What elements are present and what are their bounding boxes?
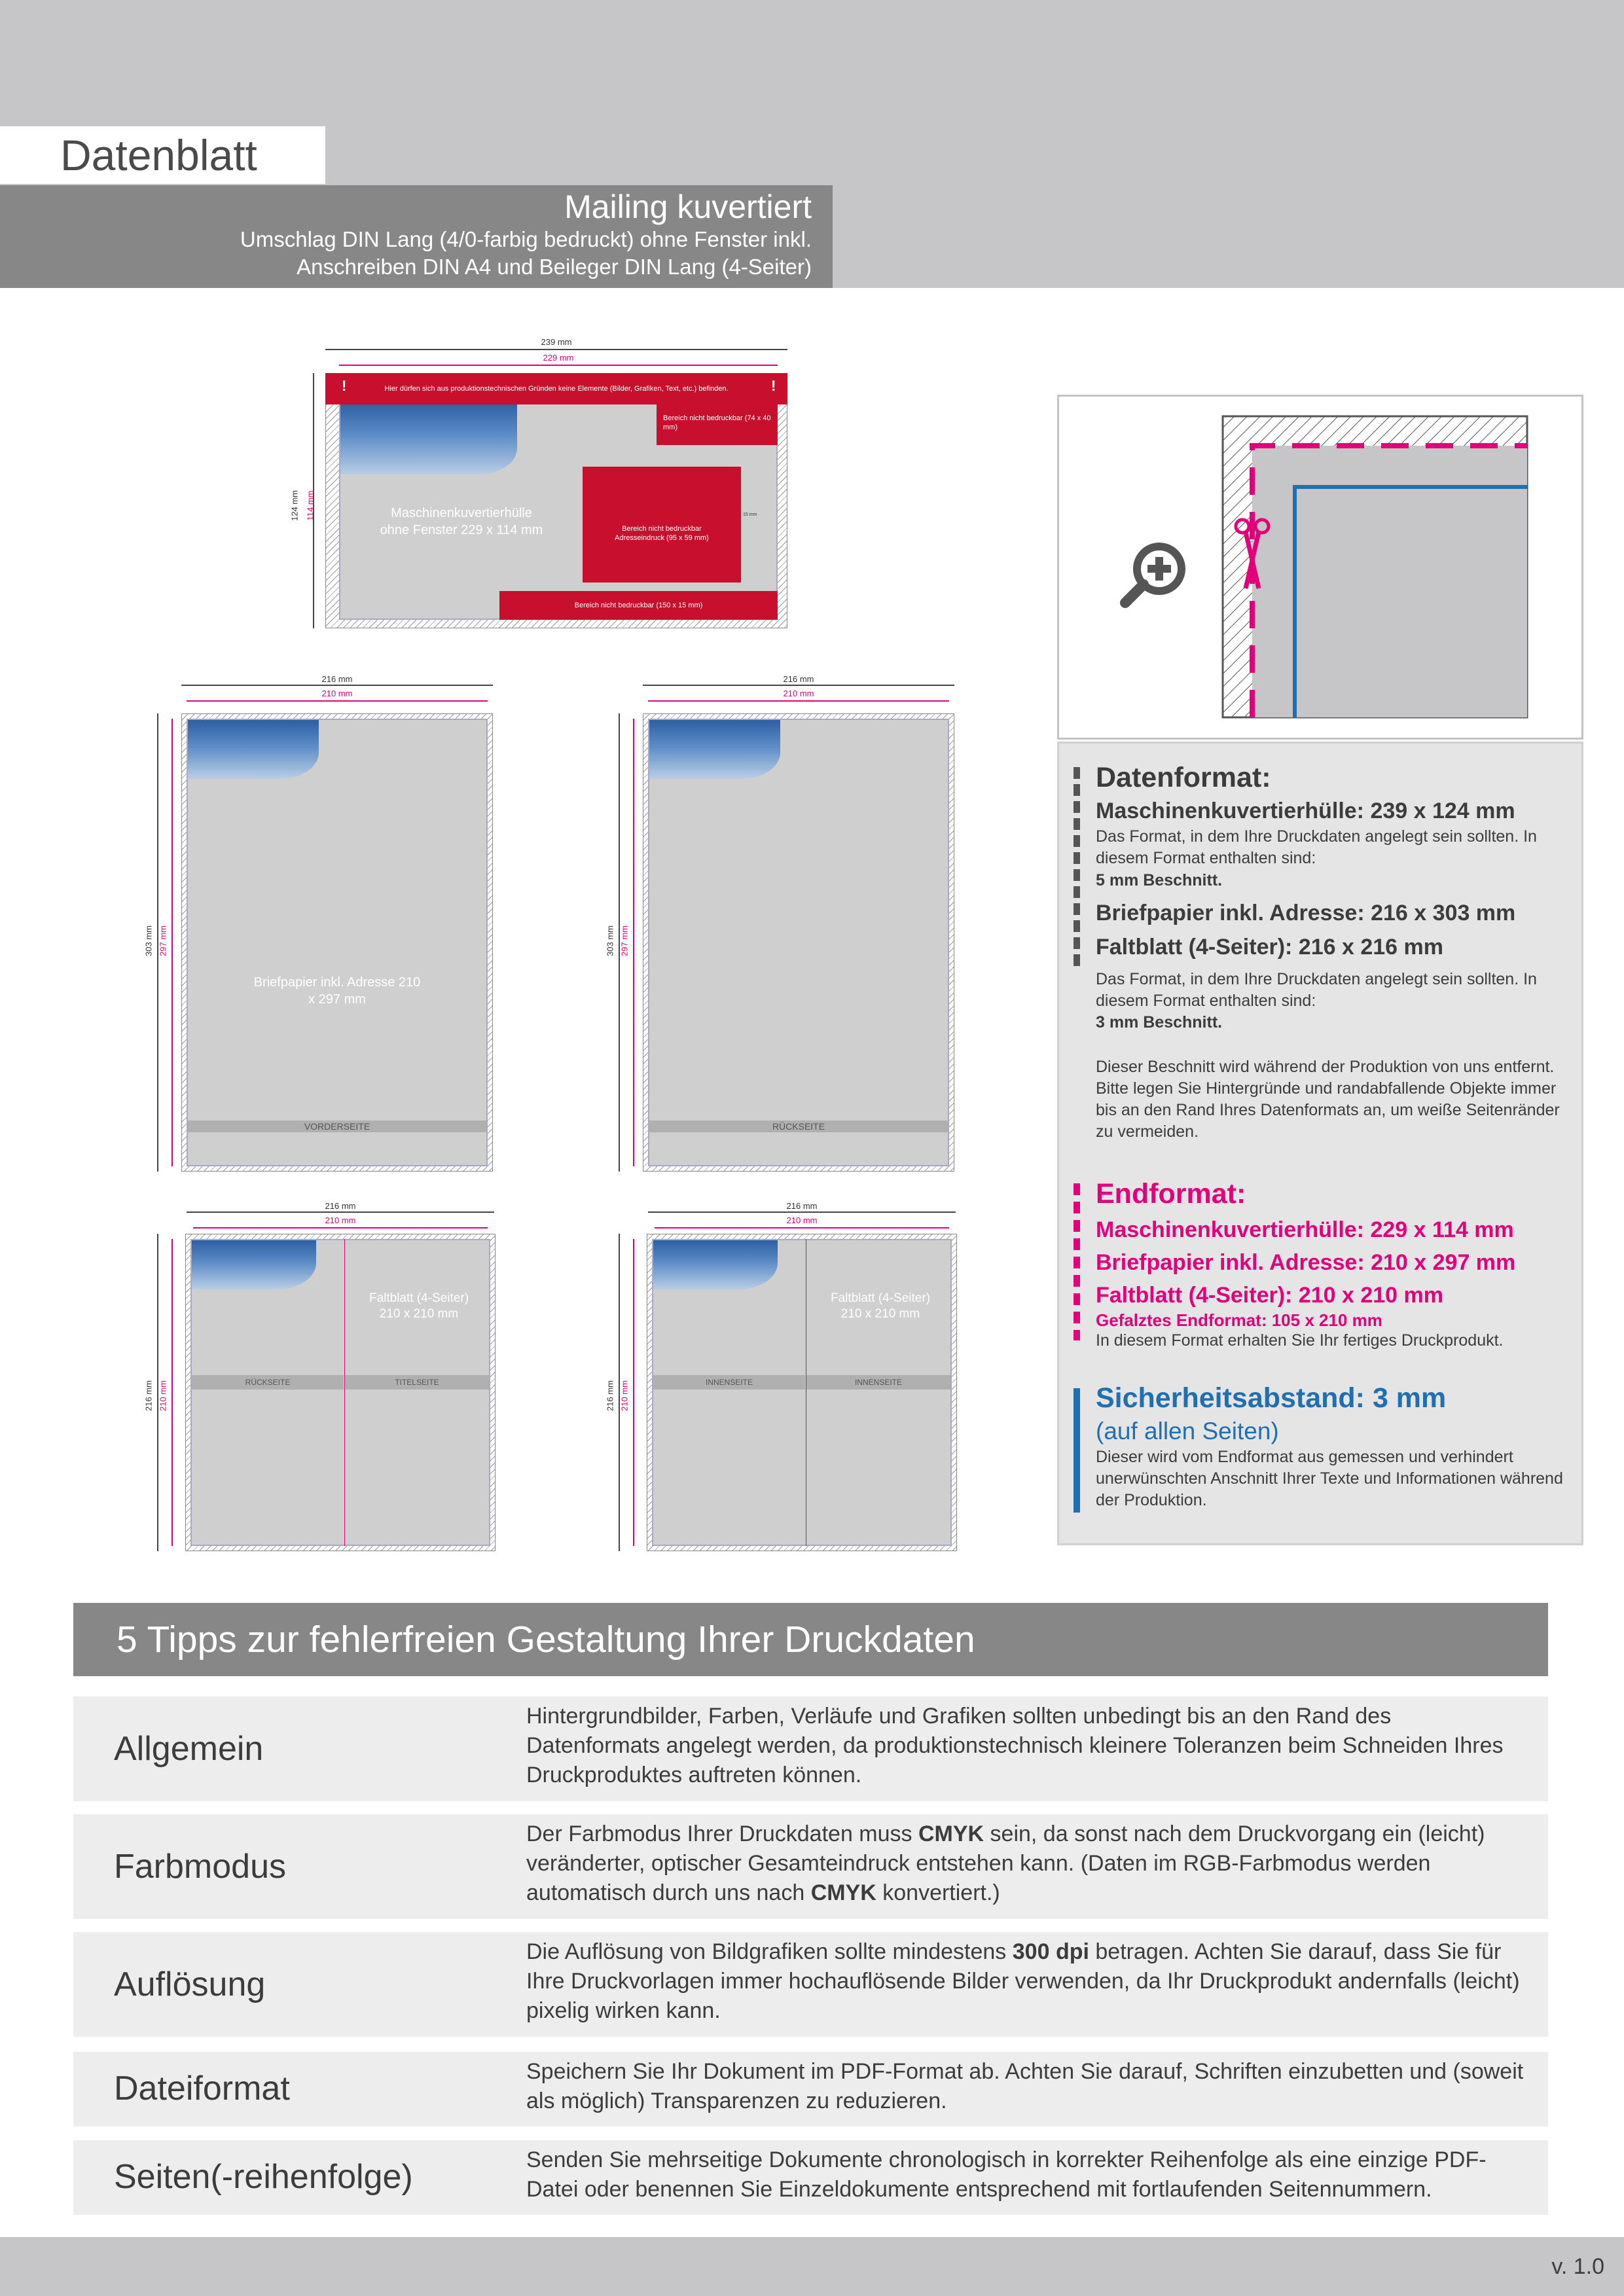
zone-3-label: Bereich nicht bedruckbar (150 x 15 mm)	[574, 601, 703, 609]
datenformat-flyer: Faltblatt (4-Seiter): 216 x 216 mm	[1096, 935, 1443, 960]
tip-label: Seiten(-reihenfolge)	[114, 2158, 413, 2196]
envelope-outer-height: 124 mm	[289, 490, 300, 521]
flyer-outside-outer-width: 216 mm	[325, 1201, 356, 1211]
letter-front-sky-image	[188, 720, 319, 779]
endformat-envelope: Maschinenkuvertierhülle: 229 x 114 mm	[1096, 1217, 1514, 1242]
letter-back-sky-image	[649, 720, 780, 779]
product-heading: Mailing kuvertiert	[564, 188, 812, 225]
flyer-outside-sky-image	[192, 1240, 316, 1289]
letter-front-inner-height: 297 mm	[158, 925, 168, 956]
letter-back-inner-height: 297 mm	[619, 925, 630, 956]
flyer-inside-outer-height: 216 mm	[605, 1380, 615, 1411]
dim-line	[157, 713, 158, 1172]
endformat-marker	[1074, 1183, 1080, 1340]
format-info-box	[1057, 742, 1583, 1545]
dim-line	[633, 719, 634, 1166]
dim-line	[655, 1227, 949, 1229]
envelope-diagram	[288, 337, 831, 638]
zone-1-label: Bereich nicht bedruckbar (74 x 40 mm)	[663, 414, 771, 431]
flyer-outside-stripe-left: RÜCKSEITE	[192, 1375, 344, 1390]
tip-text-bold: CMYK	[810, 1880, 876, 1905]
tip-row	[73, 1932, 1548, 2037]
tip-row	[73, 2140, 1548, 2215]
tip-text-bold: 300 dpi	[1012, 1939, 1089, 1964]
scissors-icon	[1233, 516, 1272, 595]
flyer-outside-diagram	[143, 1201, 520, 1558]
envelope-sky-image	[340, 403, 517, 475]
tip-row	[73, 1696, 1548, 1801]
page-title: Datenblatt	[60, 131, 257, 179]
product-subline-2: Anschreiben DIN A4 und Beileger DIN Lang (4-Seiter)	[297, 255, 812, 279]
envelope-zone-3	[499, 591, 778, 620]
tip-label: Auflösung	[114, 1965, 266, 2003]
dim-line	[648, 700, 949, 702]
subtitle-box	[0, 185, 833, 288]
letter-front-outer-height: 303 mm	[143, 925, 154, 956]
letter-back-diagram	[605, 674, 982, 1172]
datenformat-envelope-bleed: 5 mm Beschnitt.	[1096, 871, 1223, 889]
tip-text-part: Der Farbmodus Ihrer Druckdaten muss	[526, 1821, 918, 1846]
tip-label: Dateiformat	[114, 2070, 290, 2108]
tip-text	[526, 1937, 1528, 2026]
dim-line	[187, 1211, 494, 1213]
flyer-outside-inner-width: 210 mm	[325, 1215, 356, 1225]
dim-line	[313, 373, 314, 628]
envelope-zone-4: 15 mm	[743, 512, 757, 517]
datenformat-letter: Briefpapier inkl. Adresse: 216 x 303 mm	[1096, 901, 1516, 925]
safety-subtitle: (auf allen Seiten)	[1096, 1418, 1279, 1444]
tips-heading: 5 Tipps zur fehlerfreien Gestaltung Ihrer Druckdaten	[73, 1603, 1548, 1676]
zoom-detail-box	[1057, 395, 1583, 740]
tip-label: Allgemein	[114, 1730, 264, 1768]
safety-marker	[1074, 1388, 1080, 1513]
flyer-inside-stripe-right: INNENSEITE	[806, 1375, 950, 1390]
endformat-letter: Briefpapier inkl. Adresse: 210 x 297 mm	[1096, 1250, 1516, 1275]
flyer-inside-inner-width: 210 mm	[786, 1215, 818, 1225]
letter-front-outer-width: 216 mm	[321, 674, 353, 684]
datenformat-flyer-text: Das Format, in dem Ihre Druckdaten angelegt sein sollten. In diesem Format enthalten sind:	[1096, 970, 1537, 1010]
tip-text-part: betragen. Achten Sie darauf, dass Sie für Ihre Druckvorlagen immer hochauflösende Bilder verwenden, da Ihr Druckprodukt andernfalls (leicht) pixelig wirken kann.	[526, 1939, 1520, 2023]
dim-line	[648, 1211, 956, 1213]
fold-line	[344, 1239, 345, 1546]
flyer-outside-inner-height: 210 mm	[158, 1380, 168, 1411]
envelope-outer-width: 239 mm	[541, 337, 572, 347]
product-subline-1: Umschlag DIN Lang (4/0-farbig bedruckt) ohne Fenster inkl.	[240, 227, 812, 251]
envelope-zone-1	[657, 404, 778, 445]
envelope-warning-bar	[325, 373, 787, 404]
dim-line	[619, 1234, 620, 1551]
footer-band	[0, 2237, 1624, 2296]
safety-text: Dieser wird vom Endformat aus gemessen und verhindert unerwünschten Anschnitt Ihrer Texte und Informationen während der Produktion.	[1096, 1448, 1563, 1509]
envelope-inner-width: 229 mm	[543, 353, 574, 363]
dim-line	[643, 685, 954, 686]
envelope-warning-text: Hier dürfen sich aus produktionstechnischen Gründen keine Elemente (Bilder, Grafiken, Text, etc.) befinden.	[384, 385, 729, 393]
datenformat-note: Dieser Beschnitt wird während der Produktion von uns entfernt. Bitte legen Sie Hintergründe und randabfallende Objekte immer bis an den Rand Ihres Datenformats an, um weiße Seitenränder zu vermeiden.	[1096, 1058, 1560, 1141]
endformat-folded: Gefalztes Endformat: 105 x 210 mm	[1096, 1310, 1382, 1330]
endformat-text: In diesem Format erhalten Sie Ihr fertiges Druckprodukt.	[1096, 1331, 1504, 1350]
tip-label: Farbmodus	[114, 1848, 286, 1886]
endformat-flyer: Faltblatt (4-Seiter): 210 x 210 mm	[1096, 1283, 1443, 1308]
tip-text-part: konvertiert.)	[876, 1880, 1000, 1905]
envelope-inner-height: 114 mm	[305, 490, 316, 521]
datenformat-marker	[1074, 767, 1080, 970]
flyer-outside-stripe-right: TITELSEITE	[345, 1375, 489, 1390]
datenformat-envelope-text: Das Format, in dem Ihre Druckdaten angelegt sein sollten. In diesem Format enthalten sind:	[1096, 827, 1537, 867]
tip-text: Senden Sie mehrseitige Dokumente chronologisch in korrekter Reihenfolge als eine einzige PDF-Datei oder benennen Sie Einzeldokumente entsprechend mit fortlaufenden Seitennummern.	[526, 2147, 1487, 2202]
flyer-inside-label: Faltblatt (4-Seiter) 210 x 210 mm	[830, 1291, 931, 1321]
dim-line	[171, 1239, 173, 1546]
datenformat-envelope: Maschinenkuvertierhülle: 239 x 124 mm	[1096, 798, 1515, 823]
tip-text-part: sein, da sonst nach dem Druckvorgang ein (leicht) veränderter, optischer Gesamteindruck entstehen kann. (Daten im RGB-Farbmodus werden automatisch durch uns nach	[526, 1821, 1485, 1905]
safety-title: Sicherheitsabstand: 3 mm	[1096, 1382, 1447, 1414]
tip-text	[526, 1820, 1528, 1908]
flyer-outside-label: Faltblatt (4-Seiter) 210 x 210 mm	[369, 1291, 469, 1321]
envelope-label: Maschinenkuvertierhülle ohne Fenster 229 x 114 mm	[380, 506, 543, 537]
title-box	[0, 126, 325, 184]
datenformat-title: Datenformat:	[1096, 762, 1271, 793]
tip-text-part: Die Auflösung von Bildgrafiken sollte mindestens	[526, 1939, 1013, 1964]
letter-back-outer-height: 303 mm	[605, 925, 615, 956]
datenformat-flyer-bleed: 3 mm Beschnitt.	[1096, 1013, 1223, 1031]
tip-text-bold: CMYK	[918, 1821, 984, 1846]
tip-text: Hintergrundbilder, Farben, Verläufe und Grafiken sollten unbedingt bis an den Rand des Datenformats angelegt werden, da produktionstechnisch kleinere Toleranzen beim Schneiden Ihres Druckproduktes auftreten können.	[526, 1704, 1504, 1787]
endformat-title: Endformat:	[1096, 1178, 1246, 1210]
flyer-inside-inner-height: 210 mm	[619, 1380, 630, 1411]
zoom-in-icon	[1115, 537, 1193, 616]
dim-line	[171, 719, 173, 1166]
dim-line	[187, 700, 488, 702]
zone-2-label: Bereich nicht bedruckbar Adresseindruck (95 x 59 mm)	[615, 525, 709, 542]
letter-back-inner-width: 210 mm	[783, 689, 814, 698]
exclamation-icon: !	[771, 378, 776, 394]
dim-line	[157, 1234, 158, 1551]
letter-back-stripe: RÜCKSEITE	[649, 1121, 948, 1132]
flyer-inside-sky-image	[653, 1240, 778, 1289]
dim-line	[633, 1239, 634, 1546]
flyer-inside-outer-width: 216 mm	[786, 1201, 818, 1211]
flyer-inside-stripe-left: INNENSEITE	[653, 1375, 805, 1390]
dim-line	[619, 713, 620, 1172]
dim-line	[181, 685, 493, 686]
exclamation-icon: !	[342, 378, 347, 394]
tip-row	[73, 1814, 1548, 1919]
letter-front-inner-width: 210 mm	[321, 689, 353, 698]
letter-back-paper	[648, 719, 949, 1166]
tip-row	[73, 2052, 1548, 2126]
flyer-outside-outer-height: 216 mm	[143, 1380, 154, 1411]
tip-text: Speichern Sie Ihr Dokument im PDF-Format ab. Achten Sie darauf, Schriften einzubetten und (soweit als möglich) Transparenzen zu reduzieren.	[526, 2059, 1524, 2113]
envelope-zone-2	[583, 467, 741, 583]
letter-front-diagram	[143, 674, 520, 1172]
dim-line	[325, 349, 787, 350]
version-label: v. 1.0	[1551, 2254, 1604, 2279]
letter-front-paper	[187, 719, 488, 1166]
letter-front-stripe: VORDERSEITE	[188, 1121, 486, 1132]
letter-back-outer-width: 216 mm	[783, 674, 814, 684]
dim-line	[339, 365, 778, 366]
letter-front-label: Briefpapier inkl. Adresse 210 x 297 mm	[253, 975, 421, 1007]
dim-line	[193, 1227, 488, 1229]
flyer-inside-diagram	[605, 1201, 982, 1558]
